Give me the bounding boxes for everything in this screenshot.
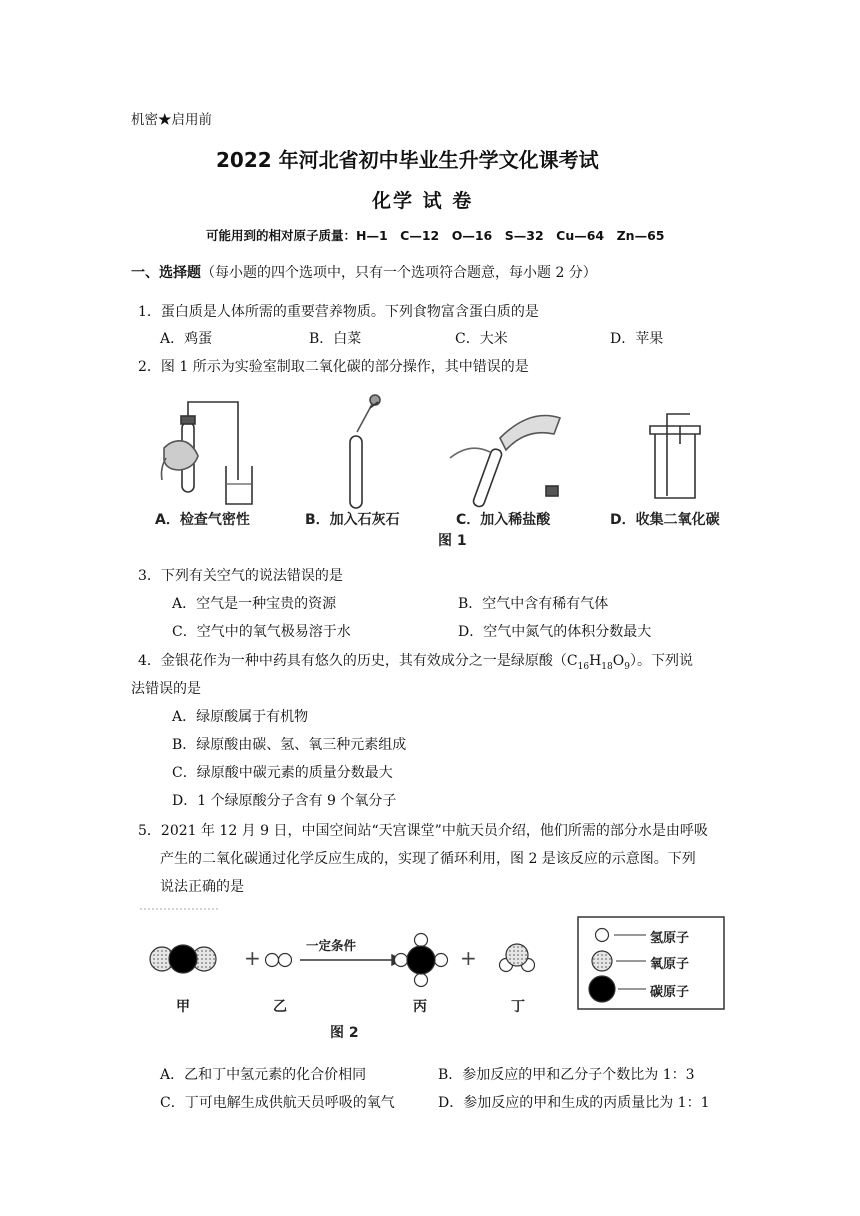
fig1-label-a: A．检查气密性 [155, 512, 250, 528]
q3-option-a: A．空气是一种宝贵的资源 [172, 596, 337, 612]
q3-stem: 3．下列有关空气的说法错误的是 [138, 568, 343, 584]
q3-option-c: C．空气中的氧气极易溶于水 [172, 624, 351, 640]
fig2-plus-2: + [460, 946, 477, 970]
q4-stem-pre: 4．金银花作为一种中药具有悠久的历史，其有效成分之一是绿原酸（C [138, 653, 578, 669]
q4-option-c: C．绿原酸中碳元素的质量分数最大 [172, 765, 393, 781]
fig2-molecule-ding [500, 944, 535, 972]
fig2-molecule-jia [150, 945, 216, 973]
q4-option-b: B．绿原酸由碳、氢、氧三种元素组成 [172, 737, 407, 753]
q5-option-a: A．乙和丁中氢元素的化合价相同 [160, 1067, 367, 1083]
fig1-label-c: C．加入稀盐酸 [456, 512, 551, 528]
q5-stem-line1: 5．2021 年 12 月 9 日，中国空间站“天宫课堂”中航天员介绍，他们所需的部分水是由呼吸 [138, 823, 708, 839]
exam-title: 2022 年河北省初中毕业生升学文化课考试 [216, 148, 599, 172]
figure-2 [140, 905, 740, 1045]
fig2-species-ding: 丁 [511, 999, 525, 1015]
q1-option-a: A．鸡蛋 [160, 331, 213, 347]
fig2-arrow-label: 一定条件 [306, 938, 357, 953]
q5-option-d: D．参加反应的甲和生成的丙质量比为 1：1 [438, 1095, 710, 1111]
confidential-mark: 机密★启用前 [131, 112, 212, 128]
fig1-b-apparatus [350, 395, 380, 508]
q4-formula-h18: 18 [601, 661, 613, 672]
q4-formula-o: O [612, 653, 625, 669]
section-heading [131, 262, 597, 282]
section-heading-note: （每小题的四个选项中，只有一个选项符合题意，每小题 2 分） [201, 265, 597, 281]
q4-formula-h: H [589, 653, 602, 669]
fig2-caption: 图 2 [330, 1025, 359, 1041]
q5-option-c: C．丁可电解生成供航天员呼吸的氧气 [160, 1095, 395, 1111]
fig1-d-apparatus [650, 414, 700, 498]
q1-option-d: D．苹果 [610, 331, 664, 347]
fig2-species-jia: 甲 [176, 999, 190, 1015]
q4-formula-c16: 16 [577, 661, 590, 672]
q4-stem-line1 [138, 650, 693, 672]
fig1-a-apparatus [162, 402, 253, 504]
q5-stem-line2: 产生的二氧化碳通过化学反应生成的，实现了循环利用，图 2 是该反应的示意图。下列 [160, 851, 696, 867]
fig1-c-apparatus [450, 416, 560, 508]
q4-option-a: A．绿原酸属于有机物 [172, 709, 309, 725]
fig1-caption: 图 1 [438, 533, 467, 549]
fig1-label-b: B．加入石灰石 [305, 512, 400, 528]
fig1-label-d: D．收集二氧化碳 [610, 512, 720, 528]
q4-stem-post: ）。下列说 [629, 653, 693, 669]
fig2-legend-carbon: 碳原子 [650, 985, 690, 1000]
fig2-species-bing: 丙 [413, 999, 427, 1015]
q1-stem: 1．蛋白质是人体所需的重要营养物质。下列食物富含蛋白质的是 [138, 304, 539, 320]
fig2-legend-hydrogen: 氢原子 [650, 931, 690, 946]
fig2-molecule-yi [266, 954, 292, 967]
atomic-masses: 可能用到的相对原子质量：H—1 C—12 O—16 S—32 Cu—64 Zn—65 [206, 228, 665, 243]
q4-option-d: D．1 个绿原酸分子含有 9 个氧分子 [172, 793, 397, 809]
fig2-arrow [300, 955, 402, 965]
q2-stem: 2．图 1 所示为实验室制取二氧化碳的部分操作，其中错误的是 [138, 359, 529, 375]
fig2-molecule-bing [395, 934, 448, 987]
exam-subtitle: 化学 试 卷 [372, 190, 474, 212]
q4-formula-o9: 9 [624, 661, 630, 672]
q1-option-b: B．白菜 [309, 331, 362, 347]
q4-stem-line2: 法错误的是 [131, 681, 201, 697]
q5-option-b: B．参加反应的甲和乙分子个数比为 1：3 [438, 1067, 695, 1083]
fig2-species-yi: 乙 [273, 999, 287, 1015]
q5-stem-line3: 说法正确的是 [160, 879, 244, 895]
fig2-plus-1: + [244, 946, 261, 970]
section-heading-title: 一、选择题 [131, 265, 201, 281]
fig2-legend-oxygen: 氧原子 [650, 957, 690, 972]
q3-option-d: D．空气中氮气的体积分数最大 [458, 624, 652, 640]
q1-option-c: C．大米 [455, 331, 508, 347]
q3-option-b: B．空气中含有稀有气体 [458, 596, 609, 612]
